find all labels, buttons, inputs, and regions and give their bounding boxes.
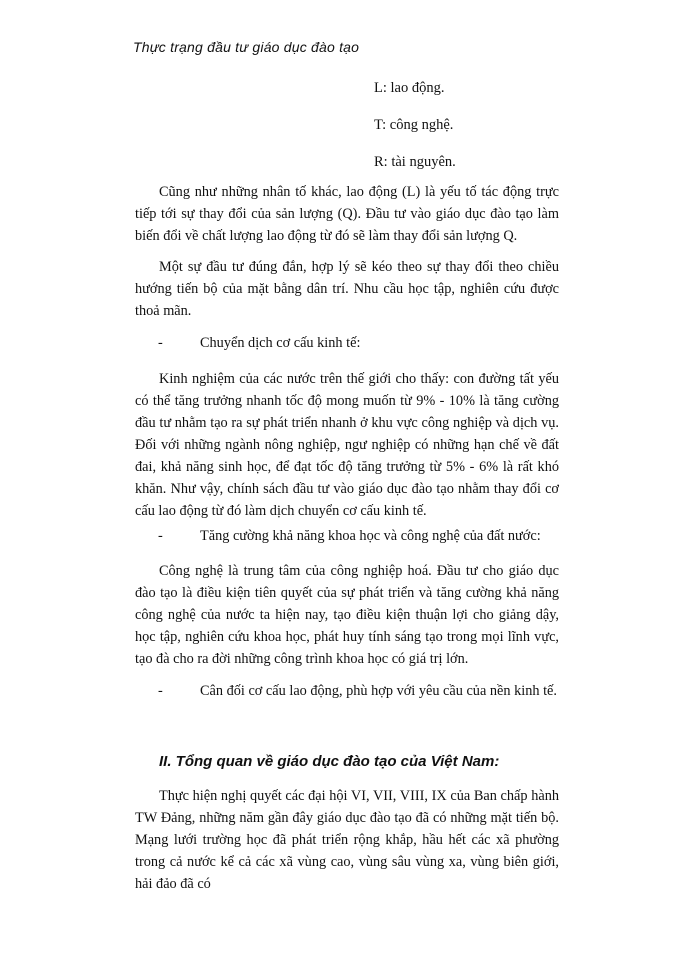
bullet-text: Chuyển dịch cơ cấu kinh tế: bbox=[200, 335, 361, 351]
paragraph: Kinh nghiệm của các nước trên thế giới cho thấy: con đường tất yếu có thể tăng trưởng nhanh tốc độ mong muốn từ 9% - 10% là tăng cường đầu tư nhằm tạo ra sự phát triển nhanh ở khu vực công nghiệp và dịch vụ. Đối với những ngành nông nghiệp, ngư nghiệp có những hạn chế về đất đai, khả năng sinh học, để đạt tốc độ tăng trưởng từ 5% - 6% là rất khó khăn. Như vậy, chính sách đầu tư vào giáo dục đào tạo nhằm thay đổi cơ cấu lao động từ đó làm dịch chuyển cơ cấu kinh tế. bbox=[135, 371, 559, 519]
bullet-item bbox=[158, 528, 541, 545]
variable-definition: R: tài nguyên. bbox=[374, 154, 456, 170]
bullet-dash: - bbox=[158, 335, 163, 351]
paragraph: Cũng như những nhân tố khác, lao động (L) là yếu tố tác động trực tiếp tới sự thay đổi của sản lượng (Q). Đầu tư vào giáo dục đào tạo làm biến đổi về chất lượng lao động từ đó sẽ làm thay đổi sản lượng Q. bbox=[135, 184, 559, 244]
bullet-dash: - bbox=[158, 528, 163, 544]
page-header: Thực trạng đầu tư giáo dục đào tạo bbox=[133, 39, 360, 55]
bullet-item bbox=[158, 683, 557, 700]
bullet-item bbox=[158, 335, 360, 352]
bullet-text: Tăng cường khả năng khoa học và công nghệ của đất nước: bbox=[200, 528, 541, 544]
bullet-dash: - bbox=[158, 683, 163, 699]
section-heading: II. Tổng quan về giáo dục đào tạo của Việt Nam: bbox=[159, 753, 500, 770]
paragraph: Một sự đầu tư đúng đắn, hợp lý sẽ kéo theo sự thay đổi theo chiều hướng tiến bộ của mặt bằng dân trí. Nhu cầu học tập, nghiên cứu được thoả mãn. bbox=[135, 259, 559, 319]
bullet-text: Cân đối cơ cấu lao động, phù hợp với yêu cầu của nền kinh tế. bbox=[200, 683, 557, 699]
paragraph: Công nghệ là trung tâm của công nghiệp hoá. Đầu tư cho giáo dục đào tạo là điều kiện tiên quyết của sự phát triển và tăng cường khả năng công nghệ của nước ta hiện nay, tạo điều kiện thuận lợi cho giảng dậy, học tập, nghiên cứu khoa học, phát huy tính sáng tạo trong mọi lĩnh vực, tạo đà cho ra đời những công trình khoa học có giá trị lớn. bbox=[135, 563, 559, 667]
paragraph: Thực hiện nghị quyết các đại hội VI, VII, VIII, IX của Ban chấp hành TW Đảng, những năm gần đây giáo dục đào tạo đã có những mặt tiến bộ. Mạng lưới trường học đã phát triển rộng khắp, hầu hết các xã phường trong cả nước kể cả các xã vùng cao, vùng sâu vùng xa, vùng biên giới, hải đảo đã có bbox=[135, 788, 559, 892]
variable-definition: T: công nghệ. bbox=[374, 117, 454, 133]
variable-definition: L: lao động. bbox=[374, 80, 445, 96]
